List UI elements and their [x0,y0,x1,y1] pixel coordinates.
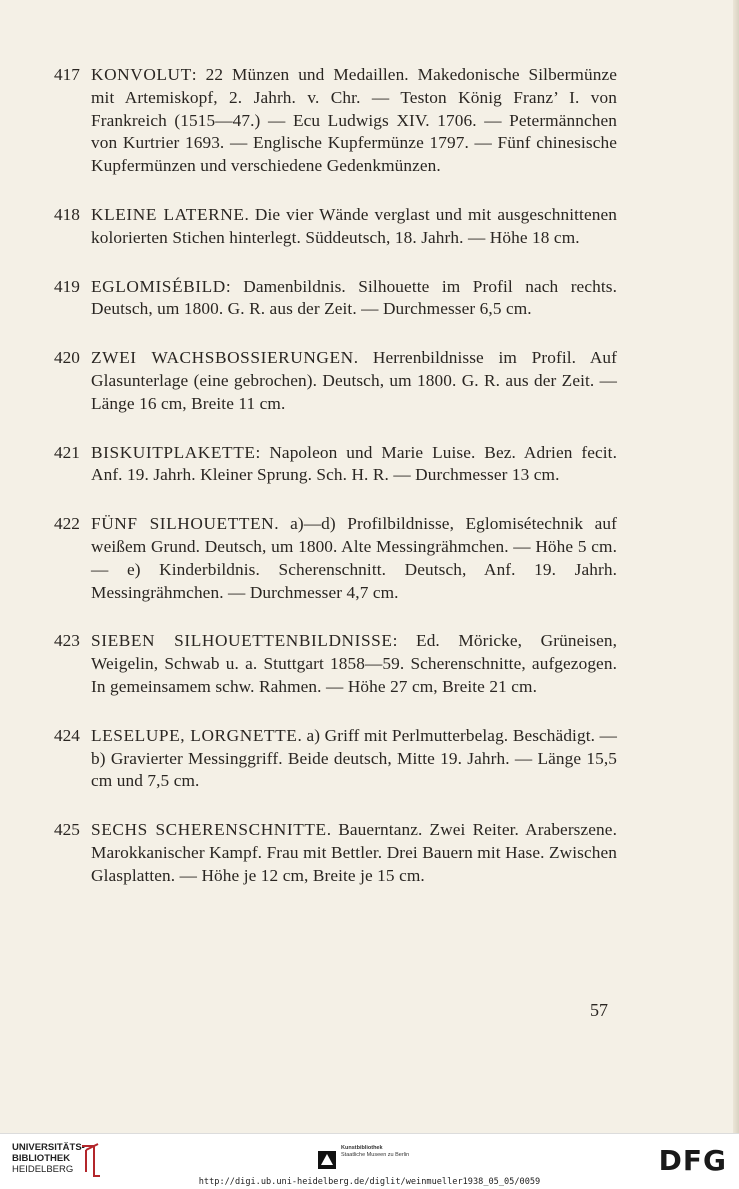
entry-description: . a) Griff mit Perlmutterbelag. Beschädigt. — b) Gravierter Messinggriff. Beide deutsch, Mitte 19. Jahrh. — Länge 15,5 cm und 7,5 cm. [91,725,617,791]
entry-title: SIEBEN SILHOUETTENBILDNISSE [91,631,393,651]
entry-title: LESELUPE, LORGNETTE [91,725,298,745]
library-name-line-1: UNIVERSITÄTS- [12,1142,85,1153]
kunstbibliothek-logo-icon[interactable] [318,1151,336,1169]
library-name-line-3: HEIDELBERG [12,1164,74,1175]
entry-title: KONVOLUT [91,65,192,84]
permalink-url[interactable]: http://digi.ub.uni-heidelberg.de/diglit/weinmueller1938_05_05/0059 [198,1177,541,1187]
entry-title: SECHS SCHERENSCHNITTE [91,820,327,840]
entry-description: : Damenbildnis. Silhouette im Profil nach rechts. Deutsch, um 1800. G. R. aus der Zeit. — Durchmesser 6,5 cm. [91,276,617,319]
catalog-entry-422 [0,513,739,604]
entry-text [91,819,617,887]
catalog-entry-425 [0,819,739,887]
entry-description: : 22 Münzen und Medaillen. Makedonische Silbermünze mit Artemiskopf, 2. Jahrh. v. Chr. — Teston König Franz’ I. von Frankreich (1515—47.) — Ecu Ludwigs XIV. 1706. — Petermännchen von Kurtrier 1693. — Englische Kupfermünze 1797. — Fünf chinesische Kupfermünzen und verschiedene Gedenkmünzen. [91,65,617,176]
entry-text [91,276,617,322]
catalog-entry-417 [0,64,739,178]
entry-number: 425 [54,820,80,840]
entry-text [91,442,617,488]
entry-title: EGLOMISÉBILD [91,276,226,296]
university-library-emblem-icon [78,1142,102,1180]
dfg-logo[interactable]: DFG [658,1144,727,1177]
entry-text [91,204,617,250]
entry-number: 418 [54,204,80,224]
entry-number: 422 [54,514,80,534]
entry-title: FÜNF SILHOUETTEN [91,514,275,534]
catalog-entry-424 [0,725,739,793]
entry-number: 424 [54,725,80,745]
entry-description: . Bauerntanz. Zwei Reiter. Araberszene. Marokkanischer Kampf. Frau mit Bettler. Drei Bauern mit Hase. Zwischen Glasplatten. — Höhe je 12 cm, Breite je 15 cm. [91,820,617,885]
entry-text [91,347,617,415]
university-library-logo[interactable] [12,1142,85,1175]
kunstbibliothek-label [341,1145,409,1159]
entry-title: KLEINE LATERNE [91,204,245,224]
catalog-entries [0,64,739,914]
catalog-entry-421 [0,442,739,488]
catalog-entry-423 [0,630,739,698]
entry-description: : Napoleon und Marie Luise. Bez. Adrien fecit. Anf. 19. Jahrh. Kleiner Sprung. Sch. H. R. — Durchmesser 13 cm. [91,442,617,485]
catalog-entry-418 [0,204,739,250]
library-name-line-2: BIBLIOTHEK [12,1153,71,1164]
entry-description: : Ed. Möricke, Grüneisen, Weigelin, Schwab u. a. Stuttgart 1858—59. Scherenschnitte, aufgezogen. In gemeinsamem schw. Rahmen. — Höhe 27 cm, Breite 21 cm. [91,631,617,696]
kunstbibliothek-name: Kunstbibliothek [341,1145,383,1151]
viewer-footer [0,1133,739,1189]
entry-text [91,64,617,178]
entry-text [91,630,617,698]
catalog-entry-420 [0,347,739,415]
entry-number: 419 [54,276,80,296]
entry-number: 421 [54,442,80,462]
entry-number: 417 [54,65,80,84]
entry-number: 423 [54,631,80,651]
kunstbibliothek-subtitle: Staatliche Museen zu Berlin [341,1152,410,1158]
page-number: 57 [590,1000,608,1020]
entry-title: BISKUITPLAKETTE [91,442,256,462]
entry-description: . Die vier Wände verglast und mit ausgeschnittenen kolorierten Stichen hinterlegt. Süddeutsch, 18. Jahrh. — Höhe 18 cm. [91,204,617,247]
entry-text [91,725,617,793]
entry-number: 420 [54,348,80,368]
entry-description: . a)—d) Profilbildnisse, Eglomisétechnik auf weißem Grund. Deutsch, um 1800. Alte Messingrähmchen. — Höhe 5 cm. — e) Kinderbildnis. Scherenschnitt. Deutsch, Anf. 19. Jahrh. Messingrähmchen. — Durchmesser 4,7 cm. [91,514,617,602]
entry-text [91,513,617,604]
entry-description: . Herrenbildnisse im Profil. Auf Glasunterlage (eine gebrochen). Deutsch, um 1800. G. R. aus der Zeit. — Länge 16 cm, Breite 11 cm. [91,348,618,413]
catalog-entry-419 [0,276,739,322]
entry-title: ZWEI WACHSBOSSIERUNGEN [91,348,354,368]
